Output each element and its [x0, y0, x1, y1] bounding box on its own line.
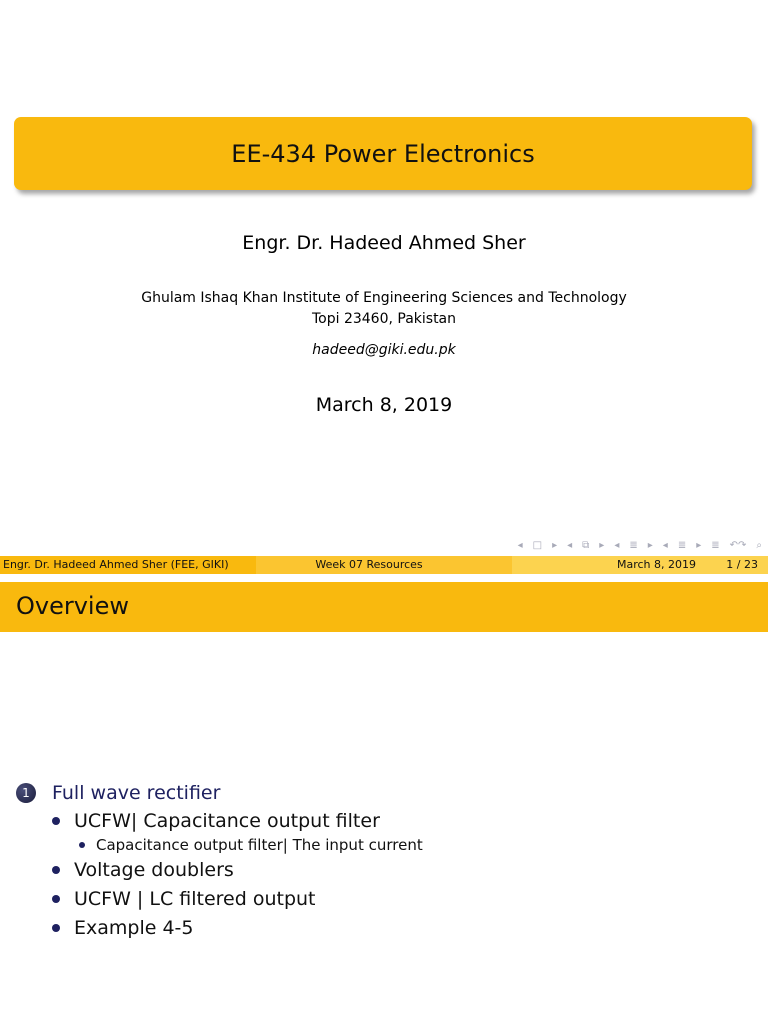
- author-email[interactable]: hadeed@giki.edu.pk: [312, 342, 456, 358]
- frame-title-bar: [0, 582, 768, 632]
- section-number-ball: 1: [16, 783, 36, 803]
- footer-author: Engr. Dr. Hadeed Ahmed Sher (FEE, GIKI): [0, 556, 256, 574]
- table-of-contents: [16, 780, 756, 942]
- footline: [0, 556, 768, 574]
- nav-next-slide-icon[interactable]: ▸: [552, 539, 558, 551]
- section-label[interactable]: Full wave rectifier: [52, 782, 221, 804]
- nav-next-frame-icon[interactable]: ▸: [599, 539, 605, 551]
- subsection-label[interactable]: Voltage doublers: [74, 858, 234, 881]
- toc-subsection[interactable]: [52, 884, 756, 913]
- bullet-icon: [52, 817, 60, 825]
- toc-subsubsection[interactable]: [79, 835, 756, 855]
- institute-name: Ghulam Ishaq Khan Institute of Engineering Sciences and Technology: [141, 290, 627, 306]
- nav-document-icon[interactable]: ≣: [711, 539, 720, 551]
- subsection-label[interactable]: UCFW | LC filtered output: [74, 887, 316, 910]
- toc-subsection[interactable]: [52, 913, 756, 942]
- nav-prev-subsection-icon[interactable]: ◂: [614, 539, 620, 551]
- subsection-label[interactable]: UCFW| Capacitance output filter: [74, 809, 380, 832]
- nav-prev-frame-icon[interactable]: ◂: [567, 539, 573, 551]
- subsection-label[interactable]: Example 4-5: [74, 916, 194, 939]
- nav-section-icon[interactable]: ≣: [677, 539, 687, 551]
- nav-prev-slide-icon[interactable]: ◂: [517, 539, 523, 551]
- footer-title: Week 07 Resources: [256, 556, 512, 574]
- bullet-icon: [52, 924, 60, 932]
- navigation-bar: [518, 538, 762, 552]
- toc-section[interactable]: [16, 780, 756, 806]
- footer-date: March 8, 2019: [616, 558, 696, 571]
- presentation-date: March 8, 2019: [315, 394, 453, 416]
- footer-right: [512, 556, 768, 574]
- bullet-icon: [79, 842, 85, 848]
- nav-subsection-icon[interactable]: ≣: [629, 539, 638, 551]
- toc-subsection[interactable]: [52, 855, 756, 884]
- toc-subsection[interactable]: [52, 806, 756, 835]
- nav-search-icon[interactable]: ⌕: [756, 539, 762, 551]
- title-box: [14, 117, 752, 190]
- bullet-icon: [52, 895, 60, 903]
- nav-prev-section-icon[interactable]: ◂: [662, 539, 668, 551]
- nav-next-section-icon[interactable]: ▸: [696, 539, 702, 551]
- nav-back-forward-icon[interactable]: ↶↷: [729, 539, 747, 551]
- subsubsection-label[interactable]: Capacitance output filter| The input current: [96, 836, 423, 854]
- footer-page-number: 1 / 23: [726, 558, 758, 571]
- nav-slide-icon[interactable]: □: [532, 539, 543, 551]
- frame-title: Overview: [16, 592, 129, 620]
- nav-next-subsection-icon[interactable]: ▸: [647, 539, 653, 551]
- institute-address: Topi 23460, Pakistan: [311, 311, 457, 327]
- nav-frame-icon[interactable]: ⧉: [582, 539, 590, 551]
- presentation-title: EE-434 Power Electronics: [231, 139, 535, 168]
- author-name: Engr. Dr. Hadeed Ahmed Sher: [242, 232, 526, 254]
- bullet-icon: [52, 866, 60, 874]
